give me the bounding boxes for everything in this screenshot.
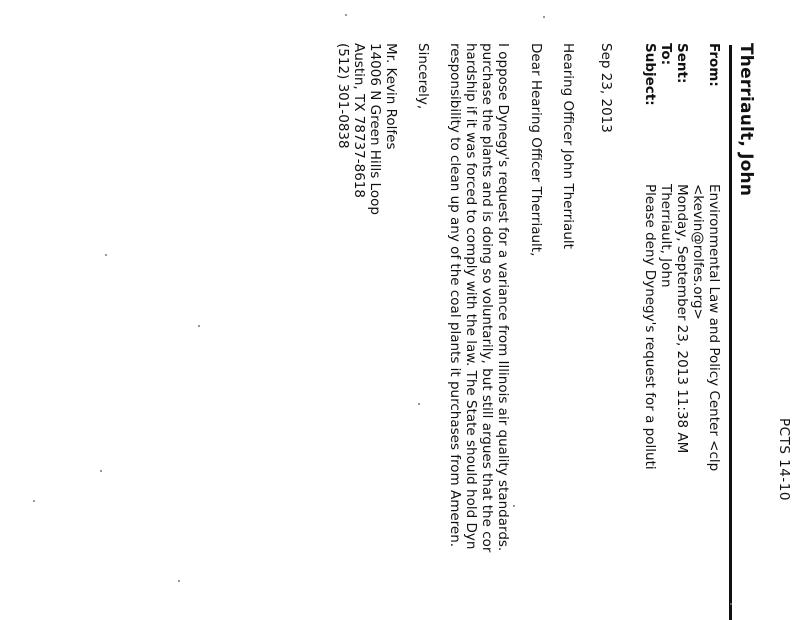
reference-number: PCTS 14-10 <box>776 418 792 501</box>
scan-speck <box>730 603 732 605</box>
sent-label: Sent: <box>674 43 690 84</box>
salutation: Dear Hearing Officer Therriault, <box>528 43 544 257</box>
scan-speck <box>345 14 347 16</box>
signature-city: Austin, TX 78737-8618 <box>351 43 367 198</box>
scan-speck <box>543 16 545 18</box>
from-value-line-2: <kevin@rolfes.org> <box>690 184 706 320</box>
scan-speck <box>198 325 200 327</box>
signature-name: Mr. Kevin Rolfes <box>383 43 399 150</box>
body-line-4: responsibility to clean up any of the coal plants it purchases from Ameren. <box>447 43 463 548</box>
scan-speck <box>100 470 102 472</box>
sent-value: Monday, September 23, 2013 11:38 AM <box>674 184 690 454</box>
addressee: Hearing Officer John Therriault <box>560 43 576 249</box>
header-name: Therriault, John <box>736 43 756 197</box>
letter-date: Sep 23, 2013 <box>598 43 614 133</box>
header-rule <box>729 45 732 620</box>
body-line-2: purchase the plants and is doing so voluntarily, but still argues that the cor <box>479 43 495 553</box>
scan-speck <box>178 580 180 582</box>
scan-speck <box>418 403 420 405</box>
to-value: Therriault, John <box>658 184 674 288</box>
subject-value: Please deny Dynegy's request for a polluti <box>642 184 658 470</box>
scan-speck <box>33 500 35 502</box>
body-line-3: hardship if it was forced to comply with the law. The State should hold Dyn <box>463 43 479 550</box>
scan-speck <box>105 254 107 256</box>
signature-phone: (512) 301-0838 <box>335 43 351 149</box>
from-value-line-1: Environmental Law and Policy Center <clp <box>706 184 722 472</box>
body-line-1: I oppose Dynegy's request for a variance from Illinois air quality standards. <box>495 43 511 552</box>
to-label: To: <box>658 43 674 66</box>
closing: Sincerely, <box>415 43 431 110</box>
from-label: From: <box>706 43 722 87</box>
subject-label: Subject: <box>642 43 658 106</box>
signature-street: 14006 N Green Hills Loop <box>367 43 383 215</box>
scan-speck <box>513 505 515 507</box>
